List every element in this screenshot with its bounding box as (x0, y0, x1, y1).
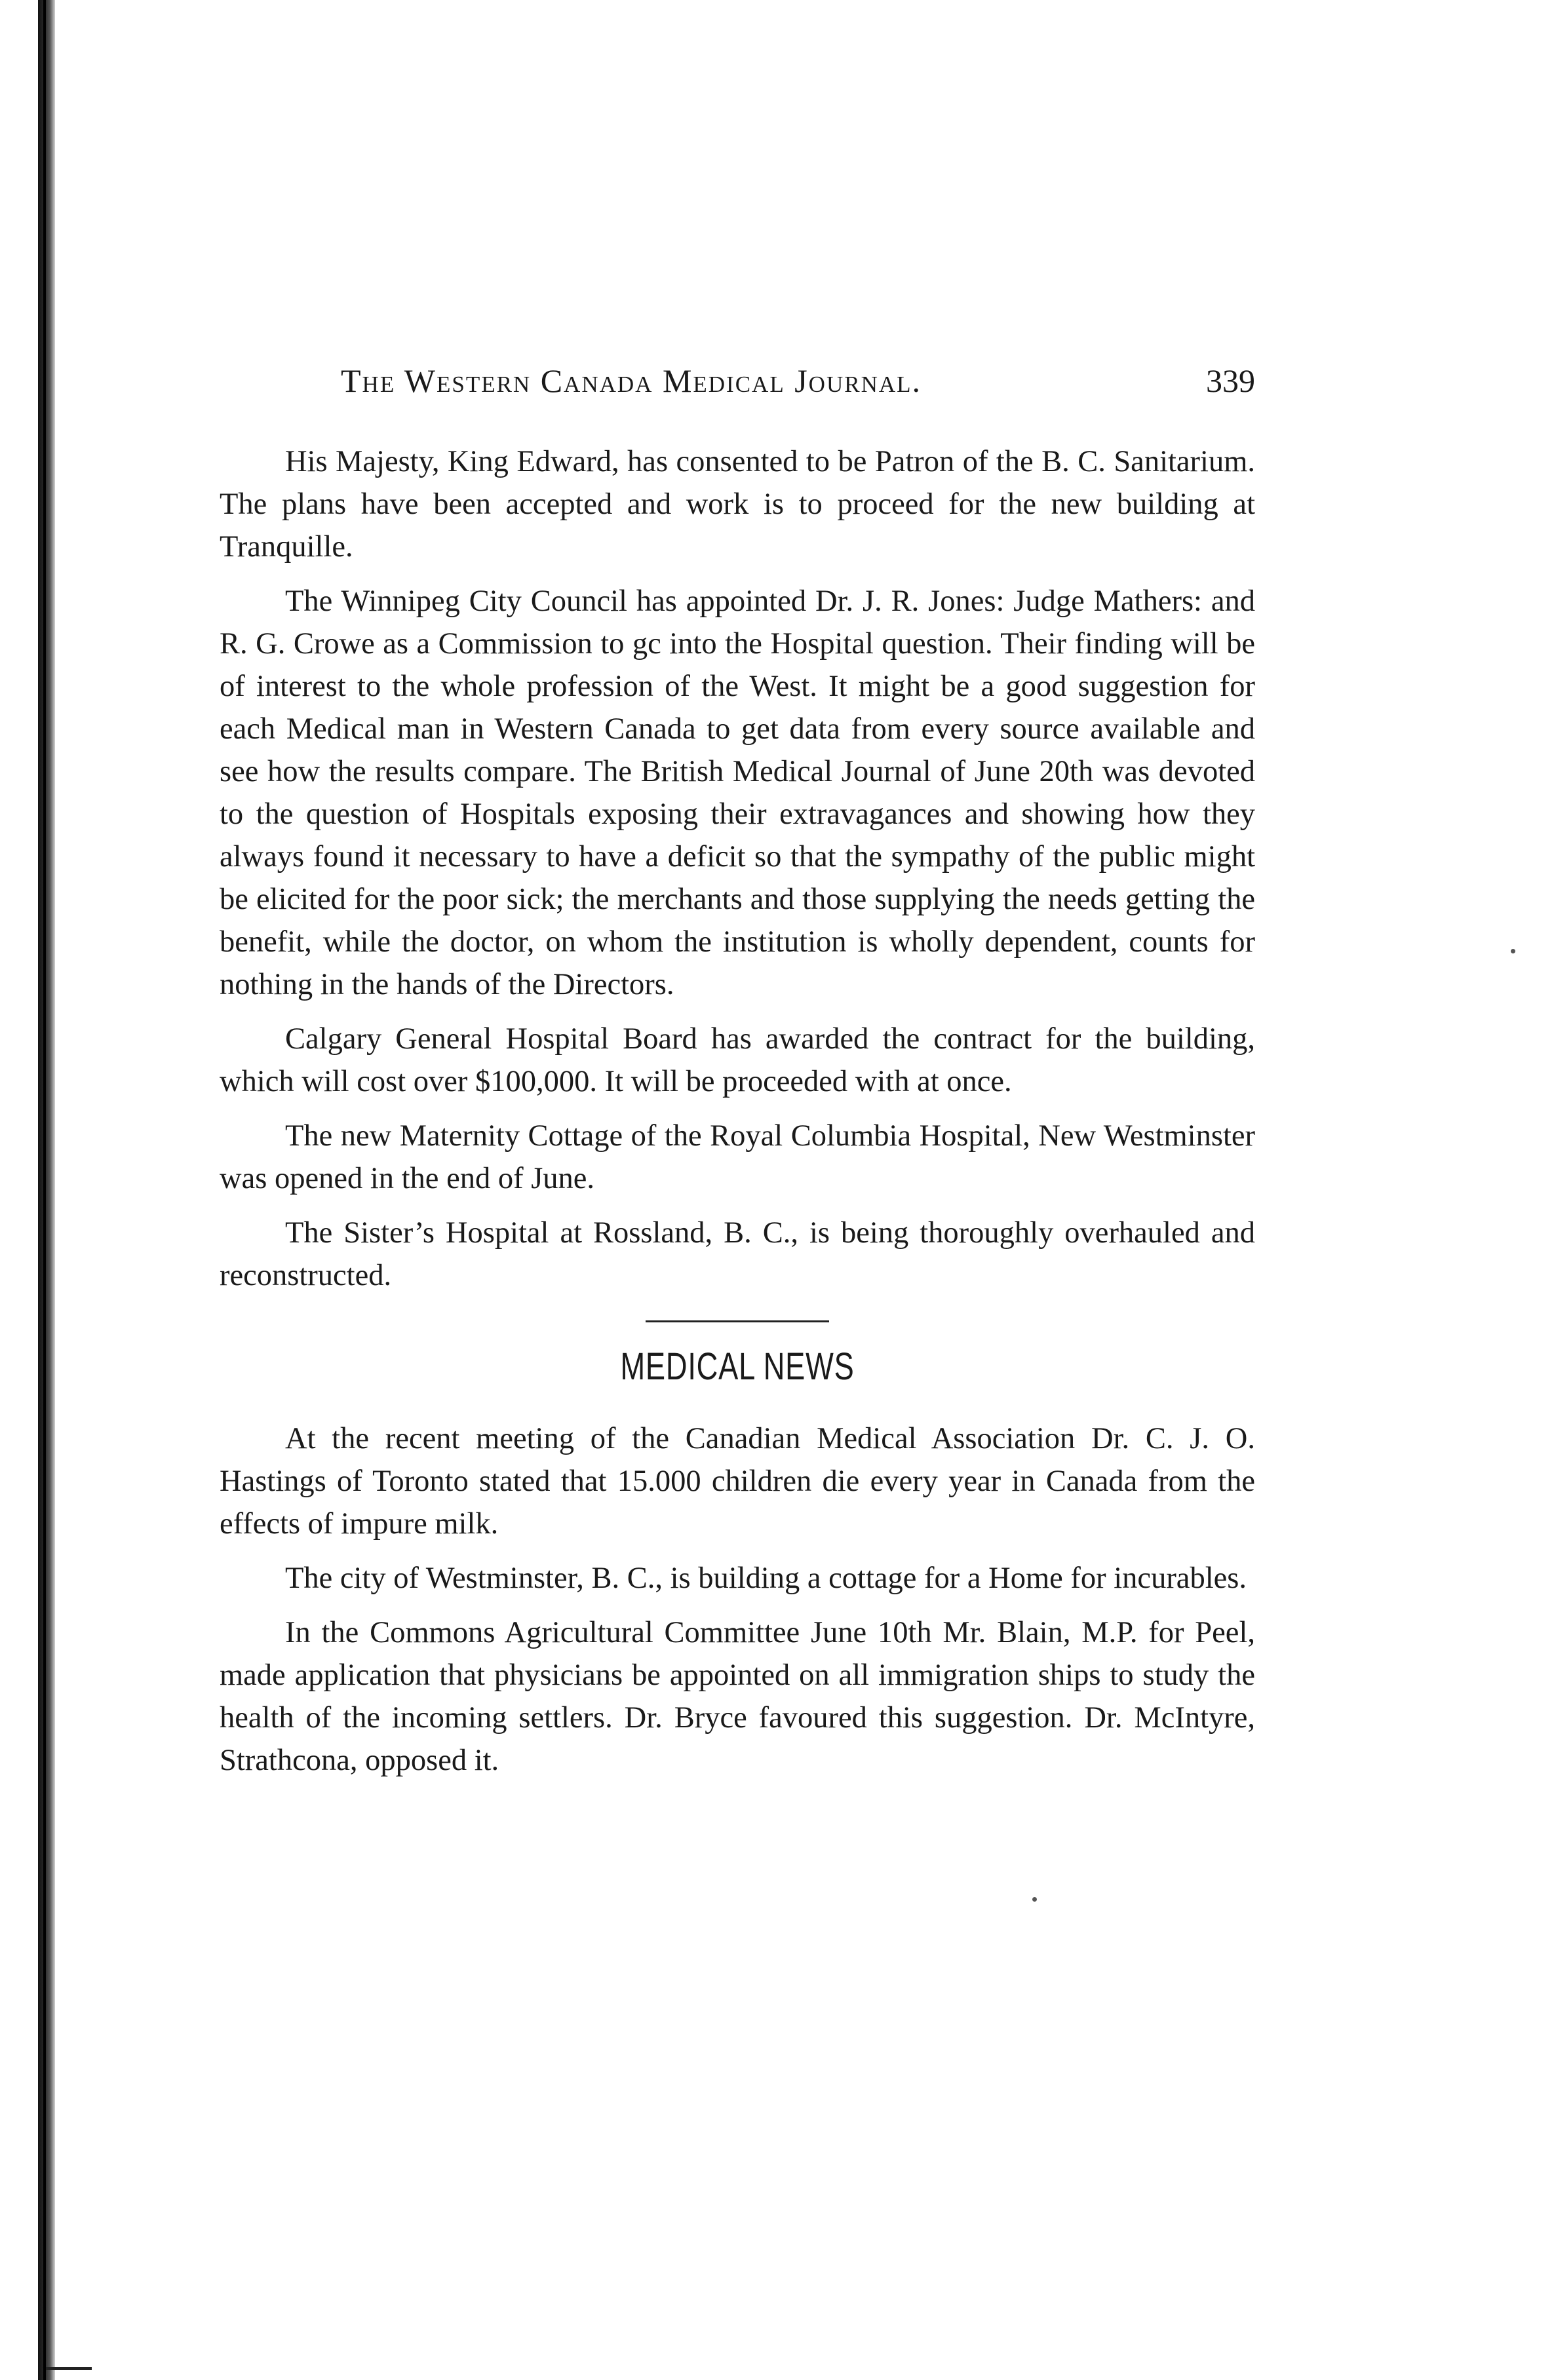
stray-ink-mark (1511, 949, 1515, 953)
paragraph-westminster-incurables: The city of Westminster, B. C., is building a cottage for a Home for incurables. (285, 1562, 1247, 1595)
journal-page (220, 362, 1255, 1794)
stray-ink-mark (1032, 1897, 1037, 1902)
paragraph-impure-milk: At the recent meeting of the Canadian Medical Association Dr. C. J. O. Hastings of Toronto stated that 15.000 children die every year in Canada from the effects of impure milk. (220, 1422, 1255, 1541)
paragraph-calgary-hospital: Calgary General Hospital Board has awarded the contract for the building, which will cost over $100,000. It will be proceeded with at once. (220, 1022, 1255, 1098)
paragraph-sanitarium: His Majesty, King Edward, has consented to be Patron of the B. C. Sanitarium. The plans have been accepted and work is to proceed for the new building at Tranquille. (220, 445, 1255, 564)
section-heading-medical-news: MEDICAL NEWS (620, 1345, 855, 1388)
running-head (220, 362, 1255, 414)
paragraph-rossland-hospital: The Sister’s Hospital at Rossland, B. C., is being thoroughly overhauled and reconstructed. (220, 1216, 1255, 1292)
binding-edge (38, 0, 55, 2380)
section-divider (646, 1320, 829, 1322)
paragraph-maternity-cottage: The new Maternity Cottage of the Royal Columbia Hospital, New Westminster was opened in the end of June. (220, 1119, 1255, 1195)
paragraph-immigration-ships: In the Commons Agricultural Committee June 10th Mr. Blain, M.P. for Peel, made application that physicians be appointed on all immigration ships to study the health of the incoming settlers. Dr. Bryce favoured this suggestion. Dr. McIntyre, Strathcona, opposed it. (220, 1616, 1255, 1777)
journal-title: The Western Canada Medical Journal. (341, 362, 922, 399)
binding-foot-mark (46, 2367, 92, 2370)
paragraph-winnipeg-commission: The Winnipeg City Council has appointed Dr. J. R. Jones: Judge Mathers: and R. G. Crowe as a Commission to gc into the Hospital question. Their finding will be of interest to the whole profession of the West. It might be a good suggestion for each Medical man in Western Canada to get data from every source available and see how the results compare. The British Medical Journal of June 20th was devoted to the question of Hospitals exposing their extravagances and showing how they always found it necessary to have a deficit so that the sympathy of the public might be elicited for the poor sick; the merchants and those supplying the needs getting the benefit, while the doctor, on whom the institution is wholly dependent, counts for nothing in the hands of the Directors. (220, 585, 1255, 1001)
page-number: 339 (1206, 362, 1255, 399)
